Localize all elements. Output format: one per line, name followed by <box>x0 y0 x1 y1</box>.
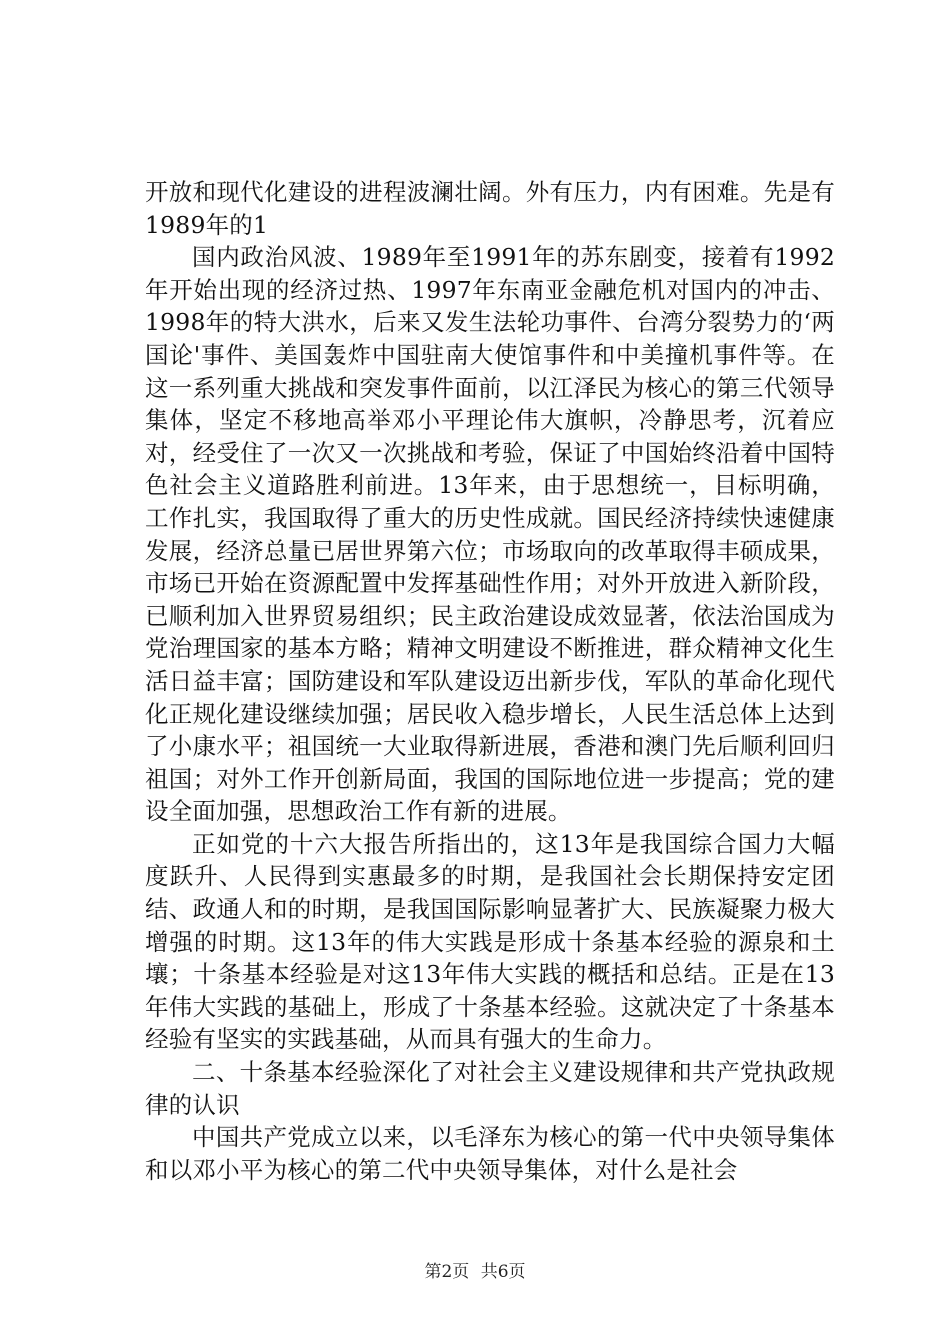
paragraph-sixteenth-congress: 正如党的十六大报告所指出的，这13年是我国综合国力大幅度跃升、人民得到实惠最多的时期，是我国社会长期保持安定团结、政通人和的时期，是我国国际影响显著扩大、民族凝聚力极大增强的时期。这13年的伟大实践是形成十条基本经验的源泉和土壤；十条基本经验是对这13年伟大实践的概括和总结。正是在13年伟大实践的基础上，形成了十条基本经验。这就决定了十条基本经验有坚实的实践基础，从而具有强大的生命力。 <box>145 829 835 1054</box>
section-heading-two: 二、十条基本经验深化了对社会主义建设规律和共产党执政规律的认识 <box>145 1058 835 1119</box>
paragraph-continuation: 开放和现代化建设的进程波澜壮阔。外有压力，内有困难。先是有1989年的1 <box>145 178 835 239</box>
page-footer <box>0 1262 950 1282</box>
page-number: 第2页 <box>424 1262 470 1282</box>
paragraph-party-history: 中国共产党成立以来，以毛泽东为核心的第一代中央领导集体和以邓小平为核心的第二代中央领导集体，对什么是社会 <box>145 1123 835 1184</box>
document-body <box>145 176 835 1186</box>
paragraph-events: 国内政治风波、1989年至1991年的苏东剧变，接着有1992年开始出现的经济过热、1997年东南亚金融危机对国内的冲击、1998年的特大洪水，后来又发生法轮功事件、台湾分裂势力的‘两国论'事件、美国轰炸中国驻南大使馆事件和中美撞机事件等。在这一系列重大挑战和突发事件面前，以江泽民为核心的第三代领导集体，坚定不移地高举邓小平理论伟大旗帜，冷静思考，沉着应对，经受住了一次又一次挑战和考验，保证了中国始终沿着中国特色社会主义道路胜利前进。13年来，由于思想统一，目标明确，工作扎实，我国取得了重大的历史性成就。国民经济持续快速健康发展，经济总量已居世界第六位；市场取向的改革取得丰硕成果，市场已开始在资源配置中发挥基础性作用；对外开放进入新阶段，已顺利加入世界贸易组织；民主政治建设成效显著，依法治国成为党治理国家的基本方略；精神文明建设不断推进，群众精神文化生活日益丰富；国防建设和军队建设迈出新步伐，军队的革命化现代化正规化建设继续加强；居民收入稳步增长，人民生活总体上达到了小康水平；祖国统一大业取得新进展，香港和澳门先后顺利回归祖国；对外工作开创新局面，我国的国际地位进一步提高；党的建设全面加强，思想政治工作有新的进展。 <box>145 243 835 826</box>
page-total: 共6页 <box>480 1262 526 1282</box>
